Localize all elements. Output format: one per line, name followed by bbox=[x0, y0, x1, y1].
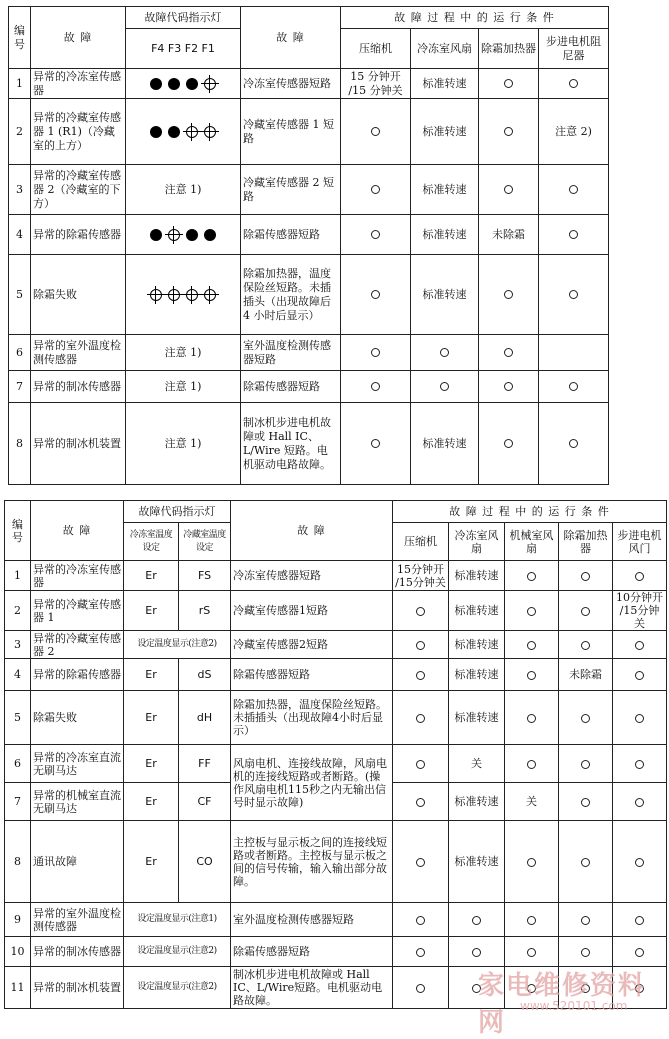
mech-fan-cell bbox=[505, 937, 559, 967]
table-row bbox=[5, 937, 667, 967]
step-motor-cell bbox=[539, 403, 609, 485]
defrost-heater-cell bbox=[479, 371, 539, 403]
circle-icon bbox=[527, 572, 536, 581]
defrost-heater-cell bbox=[479, 335, 539, 371]
circle-icon bbox=[416, 760, 425, 769]
circle-icon bbox=[581, 798, 590, 807]
table-row bbox=[5, 821, 667, 903]
col-led-header: 故障代码指示灯 bbox=[126, 7, 241, 29]
freezer-fan-cell: 标准转速 bbox=[411, 215, 479, 255]
freezer-fan-cell: 标准转速 bbox=[449, 631, 505, 659]
col-fault-desc-header: 故 障 bbox=[231, 501, 393, 561]
freezer-code: Er bbox=[124, 783, 179, 821]
fault-table-1 bbox=[8, 6, 609, 485]
led-pattern bbox=[126, 99, 241, 165]
circle-icon bbox=[635, 798, 644, 807]
circle-icon bbox=[569, 382, 578, 391]
row-number: 7 bbox=[9, 371, 31, 403]
compressor-cell: 15 分钟开 /15 分钟关 bbox=[341, 69, 411, 99]
circle-icon bbox=[416, 607, 425, 616]
defrost-heater-cell bbox=[479, 99, 539, 165]
freezer-fan-cell: 标准转速 bbox=[449, 659, 505, 691]
circle-icon bbox=[635, 714, 644, 723]
temp-display-note: 设定温度显示(注意2) bbox=[124, 967, 231, 1009]
circle-icon bbox=[416, 916, 425, 925]
circle-icon bbox=[635, 916, 644, 925]
fault-name: 异常的冷藏室传感器 1 bbox=[31, 591, 124, 631]
fault-description: 制冰机步进电机故障或 Hall IC、L/Wire短路。电机驱动电路故障。 bbox=[231, 967, 393, 1009]
defrost-heater-cell bbox=[559, 691, 613, 745]
led-blink-icon bbox=[168, 229, 180, 241]
row-number: 3 bbox=[9, 165, 31, 215]
row-number: 5 bbox=[9, 255, 31, 335]
compressor-cell bbox=[341, 215, 411, 255]
freezer-fan-cell: 标准转速 bbox=[449, 821, 505, 903]
led-on-icon bbox=[186, 229, 198, 241]
freezer-fan-cell: 关 bbox=[449, 745, 505, 783]
fault-description: 室外温度检测传感器短路 bbox=[241, 335, 341, 371]
defrost-heater-cell bbox=[559, 561, 613, 591]
compressor-cell bbox=[341, 335, 411, 371]
compressor-cell bbox=[393, 967, 449, 1009]
row-number: 2 bbox=[5, 591, 31, 631]
table-row bbox=[9, 69, 609, 99]
damper-cell bbox=[613, 631, 667, 659]
fault-name: 异常的制冰机装置 bbox=[31, 403, 126, 485]
led-pattern: 注意 1) bbox=[126, 165, 241, 215]
fault-description: 风扇电机、连接线故障，风扇电机的连接线短路或者断路。(操作风扇电机115秒之内无输出信号时显示故障) bbox=[231, 745, 393, 821]
fault-description: 冷藏室传感器 1 短路 bbox=[241, 99, 341, 165]
freezer-code: Er bbox=[124, 561, 179, 591]
fault-description: 除霜传感器短路 bbox=[231, 659, 393, 691]
circle-icon bbox=[504, 290, 513, 299]
col-defrost-header: 除霜加热器 bbox=[559, 523, 613, 561]
fault-description: 主控板与显示板之间的连接线短路或者断路。主控板与显示板之间的信号传输，输入输出部分故障。 bbox=[231, 821, 393, 903]
circle-icon bbox=[581, 858, 590, 867]
defrost-heater-cell bbox=[559, 937, 613, 967]
table-row bbox=[5, 631, 667, 659]
compressor-cell bbox=[393, 591, 449, 631]
mech-fan-cell bbox=[505, 903, 559, 937]
freezer-fan-cell: 标准转速 bbox=[449, 691, 505, 745]
table-row bbox=[5, 691, 667, 745]
freezer-fan-cell: 标准转速 bbox=[449, 783, 505, 821]
compressor-cell bbox=[341, 403, 411, 485]
circle-icon bbox=[581, 948, 590, 957]
col-freezer-fan-header: 冷冻室风扇 bbox=[411, 29, 479, 69]
fault-name: 异常的除霜传感器 bbox=[31, 215, 126, 255]
led-on-icon bbox=[150, 78, 162, 90]
freezer-fan-cell: 标准转速 bbox=[449, 561, 505, 591]
table-row bbox=[5, 659, 667, 691]
step-motor-cell bbox=[539, 165, 609, 215]
circle-icon bbox=[527, 948, 536, 957]
damper-cell bbox=[613, 745, 667, 783]
compressor-cell bbox=[393, 903, 449, 937]
circle-icon bbox=[416, 714, 425, 723]
fault-description: 冷冻室传感器短路 bbox=[231, 561, 393, 591]
led-on-icon bbox=[150, 126, 162, 138]
fault-description: 除霜加热器，温度保险丝短路。未插插头（出现故障4小时后显示） bbox=[231, 691, 393, 745]
col-conditions-header: 故 障 过 程 中 的 运 行 条 件 bbox=[341, 7, 609, 29]
led-on-icon bbox=[150, 229, 162, 241]
compressor-cell bbox=[341, 165, 411, 215]
row-number: 3 bbox=[5, 631, 31, 659]
temp-display-note: 设定温度显示(注意2) bbox=[124, 937, 231, 967]
fridge-code: FF bbox=[179, 745, 231, 783]
row-number: 4 bbox=[5, 659, 31, 691]
row-number: 5 bbox=[5, 691, 31, 745]
table-row bbox=[5, 591, 667, 631]
mech-fan-cell bbox=[505, 745, 559, 783]
freezer-fan-cell bbox=[449, 937, 505, 967]
fault-name: 异常的冷冻室传感器 bbox=[31, 69, 126, 99]
freezer-code: Er bbox=[124, 821, 179, 903]
circle-icon bbox=[371, 230, 380, 239]
damper-cell bbox=[613, 691, 667, 745]
fridge-code: rS bbox=[179, 591, 231, 631]
col-step-motor-header: 步进电机阻尼器 bbox=[539, 29, 609, 69]
fault-description: 冷藏室传感器2短路 bbox=[231, 631, 393, 659]
col-no-header: 编号 bbox=[5, 501, 31, 561]
fault-description: 冷藏室传感器 2 短路 bbox=[241, 165, 341, 215]
temp-display-note: 设定温度显示(注意1) bbox=[124, 903, 231, 937]
circle-icon bbox=[635, 858, 644, 867]
freezer-fan-cell bbox=[411, 371, 479, 403]
defrost-heater-cell bbox=[479, 403, 539, 485]
row-number: 6 bbox=[5, 745, 31, 783]
fridge-code: dS bbox=[179, 659, 231, 691]
row-number: 1 bbox=[5, 561, 31, 591]
table-row bbox=[5, 561, 667, 591]
circle-icon bbox=[527, 760, 536, 769]
circle-icon bbox=[416, 948, 425, 957]
fault-name: 异常的室外温度检测传感器 bbox=[31, 903, 124, 937]
defrost-heater-cell bbox=[559, 903, 613, 937]
freezer-fan-cell bbox=[449, 903, 505, 937]
circle-icon bbox=[371, 290, 380, 299]
fault-name: 异常的制冰传感器 bbox=[31, 937, 124, 967]
circle-icon bbox=[581, 916, 590, 925]
freezer-fan-cell: 标准转速 bbox=[411, 99, 479, 165]
led-on-icon bbox=[168, 126, 180, 138]
circle-icon bbox=[504, 127, 513, 136]
col-compressor-header: 压缩机 bbox=[341, 29, 411, 69]
col-no-header: 编号 bbox=[9, 7, 31, 69]
led-pattern: 注意 1) bbox=[126, 371, 241, 403]
row-number: 11 bbox=[5, 967, 31, 1009]
temp-display-note: 设定温度显示(注意2) bbox=[124, 631, 231, 659]
freezer-code: Er bbox=[124, 659, 179, 691]
circle-icon bbox=[371, 185, 380, 194]
fridge-code: CO bbox=[179, 821, 231, 903]
circle-icon bbox=[581, 572, 590, 581]
defrost-heater-cell bbox=[479, 165, 539, 215]
table-row bbox=[9, 215, 609, 255]
step-motor-cell bbox=[539, 69, 609, 99]
circle-icon bbox=[635, 948, 644, 957]
circle-icon bbox=[635, 671, 644, 680]
col-fridge-temp-header: 冷藏室温度设定 bbox=[179, 523, 231, 561]
freezer-fan-cell: 标准转速 bbox=[411, 69, 479, 99]
damper-cell: 10分钟开 /15分钟关 bbox=[613, 591, 667, 631]
fault-name: 异常的冷冻室直流无刷马达 bbox=[31, 745, 124, 783]
mech-fan-cell bbox=[505, 821, 559, 903]
defrost-heater-cell bbox=[479, 69, 539, 99]
freezer-fan-cell: 标准转速 bbox=[411, 255, 479, 335]
col-conditions-header: 故 障 过 程 中 的 运 行 条 件 bbox=[393, 501, 667, 523]
compressor-cell bbox=[393, 937, 449, 967]
fault-name: 异常的冷冻室传感器 bbox=[31, 561, 124, 591]
fault-name: 除霜失败 bbox=[31, 255, 126, 335]
row-number: 8 bbox=[9, 403, 31, 485]
table-row bbox=[9, 165, 609, 215]
circle-icon bbox=[581, 714, 590, 723]
circle-icon bbox=[527, 858, 536, 867]
led-pattern bbox=[126, 69, 241, 99]
circle-icon bbox=[527, 714, 536, 723]
led-blink-icon bbox=[204, 78, 216, 90]
col-damper-header: 步进电机风门 bbox=[613, 523, 667, 561]
circle-icon bbox=[504, 185, 513, 194]
circle-icon bbox=[440, 348, 449, 357]
watermark-url: www.520101.com bbox=[520, 999, 628, 1013]
circle-icon bbox=[635, 572, 644, 581]
circle-icon bbox=[527, 641, 536, 650]
defrost-heater-cell bbox=[559, 821, 613, 903]
col-freezer-temp-header: 冷冻室温度设定 bbox=[124, 523, 179, 561]
fault-table-2 bbox=[4, 500, 667, 1009]
damper-cell bbox=[613, 659, 667, 691]
step-motor-cell bbox=[539, 215, 609, 255]
fault-name: 异常的室外温度检测传感器 bbox=[31, 335, 126, 371]
freezer-fan-cell: 标准转速 bbox=[411, 165, 479, 215]
led-blink-icon bbox=[150, 289, 162, 301]
defrost-heater-cell bbox=[479, 255, 539, 335]
col-led-header: 故障代码指示灯 bbox=[124, 501, 231, 523]
step-motor-cell bbox=[539, 335, 609, 371]
led-blink-icon bbox=[186, 126, 198, 138]
mech-fan-cell bbox=[505, 659, 559, 691]
circle-icon bbox=[472, 948, 481, 957]
watermark-text: 家电维修资料网 bbox=[478, 971, 647, 1038]
compressor-cell bbox=[393, 691, 449, 745]
row-number: 6 bbox=[9, 335, 31, 371]
col-mech-fan-header: 机械室风扇 bbox=[505, 523, 559, 561]
compressor-cell: 15分钟开 /15分钟关 bbox=[393, 561, 449, 591]
compressor-cell bbox=[341, 371, 411, 403]
led-on-icon bbox=[168, 78, 180, 90]
row-number: 9 bbox=[5, 903, 31, 937]
circle-icon bbox=[504, 439, 513, 448]
mech-fan-cell bbox=[505, 631, 559, 659]
led-on-icon bbox=[186, 78, 198, 90]
compressor-cell bbox=[393, 783, 449, 821]
fault-name: 异常的冷藏室传感器 2（冷藏室的下方） bbox=[31, 165, 126, 215]
compressor-cell bbox=[341, 99, 411, 165]
fault-description: 制冰机步进电机故障或 Hall IC、L/Wire 短路。电机驱动电路故障。 bbox=[241, 403, 341, 485]
circle-icon bbox=[504, 348, 513, 357]
col-defrost-header: 除霜加热器 bbox=[479, 29, 539, 69]
led-sub-header: F4 F3 F2 F1 bbox=[126, 29, 241, 69]
compressor-cell bbox=[393, 745, 449, 783]
damper-cell bbox=[613, 561, 667, 591]
freezer-code: Er bbox=[124, 691, 179, 745]
fault-description: 除霜传感器短路 bbox=[241, 215, 341, 255]
circle-icon bbox=[569, 79, 578, 88]
freezer-fan-cell bbox=[411, 335, 479, 371]
circle-icon bbox=[569, 439, 578, 448]
defrost-heater-cell bbox=[559, 591, 613, 631]
defrost-heater-cell bbox=[559, 783, 613, 821]
circle-icon bbox=[569, 230, 578, 239]
led-pattern bbox=[126, 215, 241, 255]
compressor-cell bbox=[393, 631, 449, 659]
circle-icon bbox=[440, 382, 449, 391]
circle-icon bbox=[504, 382, 513, 391]
table-row bbox=[5, 745, 667, 783]
circle-icon bbox=[416, 641, 425, 650]
col-compressor-header: 压缩机 bbox=[393, 523, 449, 561]
step-motor-cell bbox=[539, 371, 609, 403]
fault-name: 异常的冷藏室传感器 1 (R1)（冷藏室的上方） bbox=[31, 99, 126, 165]
led-pattern: 注意 1) bbox=[126, 335, 241, 371]
step-motor-cell bbox=[539, 255, 609, 335]
fault-name: 异常的制冰机装置 bbox=[31, 967, 124, 1009]
mech-fan-cell bbox=[505, 561, 559, 591]
col-fault-header: 故 障 bbox=[31, 501, 124, 561]
fault-name: 异常的制冰传感器 bbox=[31, 371, 126, 403]
row-number: 4 bbox=[9, 215, 31, 255]
freezer-fan-cell: 标准转速 bbox=[449, 591, 505, 631]
table-row bbox=[9, 335, 609, 371]
table-row bbox=[9, 403, 609, 485]
circle-icon bbox=[416, 798, 425, 807]
circle-icon bbox=[371, 439, 380, 448]
led-pattern bbox=[126, 255, 241, 335]
fault-description: 除霜传感器短路 bbox=[241, 371, 341, 403]
fault-description: 除霜传感器短路 bbox=[231, 937, 393, 967]
circle-icon bbox=[371, 348, 380, 357]
defrost-heater-cell bbox=[559, 631, 613, 659]
circle-icon bbox=[416, 984, 425, 993]
circle-icon bbox=[635, 641, 644, 650]
circle-icon bbox=[371, 127, 380, 136]
led-blink-icon bbox=[168, 289, 180, 301]
row-number: 2 bbox=[9, 99, 31, 165]
led-on-icon bbox=[204, 229, 216, 241]
fault-name: 异常的冷藏室传感器 2 bbox=[31, 631, 124, 659]
table-row bbox=[9, 99, 609, 165]
mech-fan-cell bbox=[505, 691, 559, 745]
fault-description: 冷冻室传感器短路 bbox=[241, 69, 341, 99]
table-row bbox=[9, 255, 609, 335]
circle-icon bbox=[527, 671, 536, 680]
row-number: 7 bbox=[5, 783, 31, 821]
circle-icon bbox=[504, 79, 513, 88]
defrost-heater-cell: 未除霜 bbox=[479, 215, 539, 255]
circle-icon bbox=[569, 185, 578, 194]
compressor-cell bbox=[393, 821, 449, 903]
fridge-code: FS bbox=[179, 561, 231, 591]
damper-cell bbox=[613, 937, 667, 967]
row-number: 8 bbox=[5, 821, 31, 903]
led-blink-icon bbox=[204, 289, 216, 301]
freezer-fan-cell: 标准转速 bbox=[411, 403, 479, 485]
led-blink-icon bbox=[204, 126, 216, 138]
table-row bbox=[9, 371, 609, 403]
circle-icon bbox=[527, 916, 536, 925]
circle-icon bbox=[569, 290, 578, 299]
table-row bbox=[5, 903, 667, 937]
circle-icon bbox=[527, 607, 536, 616]
led-pattern: 注意 1) bbox=[126, 403, 241, 485]
mech-fan-cell: 关 bbox=[505, 783, 559, 821]
circle-icon bbox=[371, 382, 380, 391]
row-number: 1 bbox=[9, 69, 31, 99]
mech-fan-cell bbox=[505, 591, 559, 631]
circle-icon bbox=[416, 671, 425, 680]
fault-name: 异常的除霜传感器 bbox=[31, 659, 124, 691]
defrost-heater-cell bbox=[559, 745, 613, 783]
fault-name: 除霜失败 bbox=[31, 691, 124, 745]
led-blink-icon bbox=[186, 289, 198, 301]
col-fault-header: 故 障 bbox=[31, 7, 126, 69]
damper-cell bbox=[613, 903, 667, 937]
col-freezer-fan-header: 冷冻室风扇 bbox=[449, 523, 505, 561]
defrost-heater-cell: 未除霜 bbox=[559, 659, 613, 691]
fridge-code: CF bbox=[179, 783, 231, 821]
freezer-code: Er bbox=[124, 745, 179, 783]
freezer-code: Er bbox=[124, 591, 179, 631]
damper-cell bbox=[613, 783, 667, 821]
compressor-cell bbox=[341, 255, 411, 335]
fault-description: 室外温度检测传感器短路 bbox=[231, 903, 393, 937]
circle-icon bbox=[416, 858, 425, 867]
fault-name: 通讯故障 bbox=[31, 821, 124, 903]
circle-icon bbox=[581, 760, 590, 769]
fault-description: 除霜加热器，温度保险丝短路。未插插头（出现故障后 4 小时后显示） bbox=[241, 255, 341, 335]
circle-icon bbox=[472, 916, 481, 925]
step-motor-cell: 注意 2) bbox=[539, 99, 609, 165]
fridge-code: dH bbox=[179, 691, 231, 745]
circle-icon bbox=[581, 641, 590, 650]
fault-description: 冷藏室传感器1短路 bbox=[231, 591, 393, 631]
compressor-cell bbox=[393, 659, 449, 691]
circle-icon bbox=[635, 760, 644, 769]
col-fault-desc-header: 故 障 bbox=[241, 7, 341, 69]
circle-icon bbox=[581, 607, 590, 616]
damper-cell bbox=[613, 821, 667, 903]
row-number: 10 bbox=[5, 937, 31, 967]
fault-name: 异常的机械室直流无刷马达 bbox=[31, 783, 124, 821]
